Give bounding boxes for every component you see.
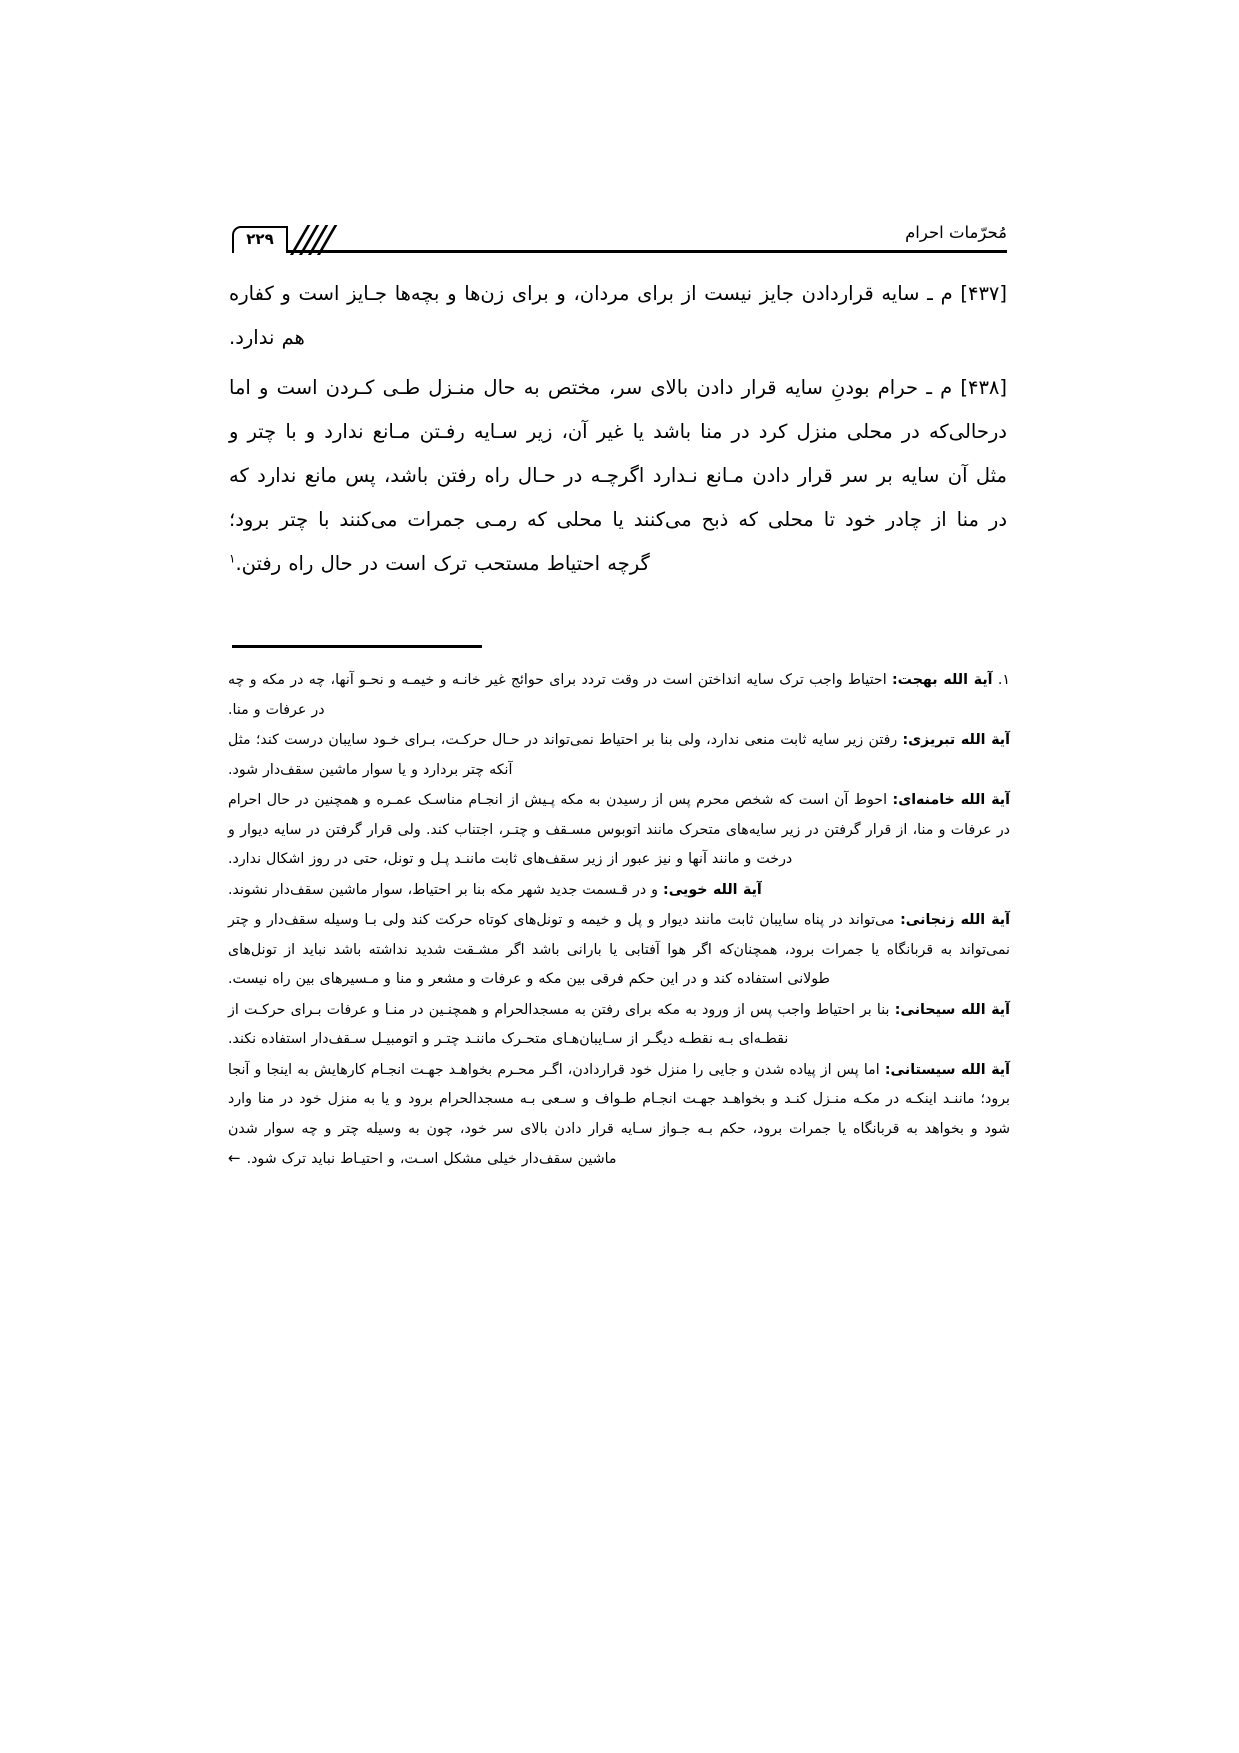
authority-name-tabrizi: آیة الله تبریزی:	[902, 732, 1010, 748]
footnote-text-bahjat: احتیاط واجب ترک سایه انداختن است در وقت تردد برای حوائج غیر خانـه و خیمـه و نحـو آنها، چه در مکه و چه در عرفات و منا.	[228, 672, 887, 718]
footnote-khoei	[228, 876, 1010, 906]
folio-box	[232, 226, 288, 253]
authority-name-sayhani: آیة الله سیحانی:	[894, 1001, 1010, 1018]
authority-name-khamenei: آیة الله خامنه‌ای:	[892, 792, 1011, 808]
paragraph-ruling-438	[229, 366, 1007, 586]
footnote-separator	[232, 645, 482, 648]
footnote-marker: ۱.	[997, 672, 1011, 688]
footnote-bahjat	[228, 666, 1010, 725]
running-header-title: مُحرّمات احرام	[905, 223, 1007, 242]
footnote-text-khamenei: احوط آن است که شخص محرم پس از رسیدن به مکه پـیش از انجـام مناسـک عمـره و همچنین در حال احرام در عرفات و منا، از قرار گرفتن در زیر سایه‌های متحرک مانند اتوبوس مسـقف و چتـر، اجتناب کند. ولی قرار گرفتن در سایه دیوار و درخت و مانند آنها و نیز عبور از زیر سقف‌های ثابت ماننـد پـل و تونل، حتی در روز اشکال ندارد.	[228, 792, 1010, 867]
footnote-zanjani	[228, 906, 1010, 995]
footnote-text-sistani: اما پس از پیاده شدن و جایی را منزل خود قراردادن، اگـر محـرم بخواهـد جهـت انجـام کارهایش به اینجا و آنجا برود؛ ماننـد اینکـه در مکـه منـزل کنـد و بخواهـد جهـت انجـام طـواف و سـعی بـه مسجدالحرام برود و یا به منزل خود در منا وارد شود و بخواهد به قربانگاه یا جمرات برود، حکم بـه جـواز سـایه قرار دادن بالای سر خود، چون به وسیله چتر و چه سوار شدن ماشین سقف‌دار خیلی مشکل اسـت، و احتیـاط نباید ترک شود.	[228, 1061, 1010, 1167]
footnote-text-khoei: و در قـسمت جدید شهر مکه بنا بر احتیاط، سوار ماشین سقف‌دار نشوند.	[228, 881, 659, 898]
folio-slashes-ornament	[288, 226, 328, 253]
footnote-text-zanjani: می‌تواند در پناه سایبان ثابت مانند دیوار و پل و خیمه و تونل‌های کوتاه حرکت کند ولی بـا وسیله سقف‌دار و چتر نمی‌تواند به قربانگاه یا جمرات برود، همچنان‌که اگر هوا آفتابی یا بارانی باشد اگر مشـقت شدید نداشته باشد نباید از تونل‌های طولانی استفاده کند و در این حکم فرقی بین مکه و عرفات و مشعر و منا و مـسیرهای بین راه نیست.	[228, 912, 1010, 987]
body-text	[229, 272, 1007, 592]
paragraph-ruling-438-text: [۴۳۸] م ـ حرام بودنِ سایه قرار دادن بالای سر، مختص به حال منـزل طـی کـردن است و اما درحالی‌که در محلی منزل کرد در منا باشد یا غیر آن، زیر سـایه رفـتن مـانع ندارد و با چتر و مثل آن سایه بر سر قرار دادن مـانع نـدارد اگرچـه در حـال راه رفتن باشد، پس مانع ندارد که در منا از چادر خود تا محلی که ذبح می‌کنند یا محلی که رمـی جمرات می‌کنند با چتر برود؛ گرچه احتیاط مستحب ترک است در حال راه رفتن.	[229, 376, 1007, 575]
running-header	[232, 222, 1007, 262]
footnote-sistani	[228, 1056, 1010, 1175]
header-rule	[232, 250, 1007, 253]
footnote-reference-1[interactable]: ۱	[229, 551, 236, 566]
paragraph-ruling-437: [۴۳۷] م ـ سایه قراردادن جایز نیست از برای مردان، و برای زن‌ها و بچه‌ها جـایز است و کفاره هم ندارد.	[229, 282, 1007, 349]
authority-name-bahjat: آیة الله بهجت:	[892, 672, 993, 688]
footnote-block	[228, 666, 1010, 1176]
footnote-text-tabrizi: رفتن زیر سایه ثابت منعی ندارد، ولی بنا بر احتیاط نمی‌تواند در حـال حرکـت، بـرای خـود سایبان درست کند؛ مثل آنکه چتر بردارد و یا سوار ماشین سقف‌دار شود.	[228, 732, 898, 778]
authority-name-khoei: آیة الله خویی:	[663, 881, 762, 898]
footnote-tabrizi	[228, 726, 1010, 785]
footnote-khamenei	[228, 786, 1010, 875]
folio-tab	[232, 225, 326, 253]
authority-name-sistani: آیة الله سیستانی:	[884, 1061, 1010, 1078]
footnote-text-sayhani: بنا بر احتیاط واجب پس از ورود به مکه برای رفتن به مسجدالحرام و همچنـین در منـا و عرفات بـرای حرکـت از نقطـه‌ای بـه نقطـه دیگـر از سـایبان‌هـای متحـرک ماننـد چتـر و اتومبیـل سـقف‌دار استفاده نکند.	[228, 1001, 890, 1047]
continuation-arrow-icon: ←	[228, 1149, 241, 1167]
authority-name-zanjani: آیة الله زنجانی:	[900, 912, 1010, 928]
footnote-sayhani	[228, 996, 1010, 1055]
page-number: ۲۲۹	[246, 229, 274, 248]
